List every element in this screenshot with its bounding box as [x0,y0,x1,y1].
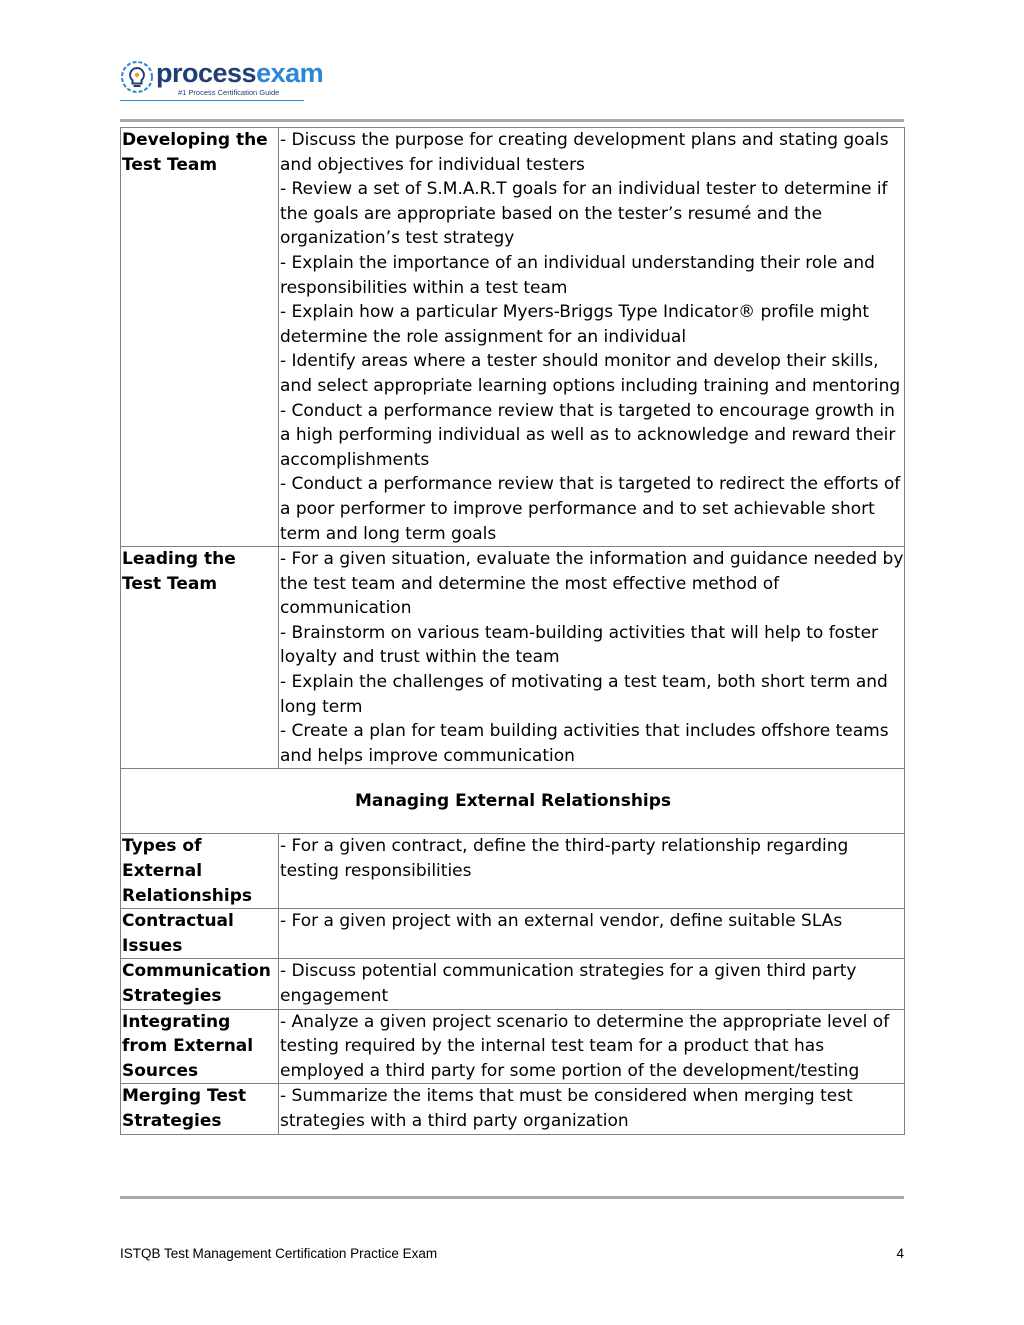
header-divider [120,119,904,122]
topic-cell: Contractual Issues [121,909,279,959]
objective-item: - Explain how a particular Myers-Briggs Type Indicator® profile might determine the role assignment for an individual [280,302,870,347]
objective-item: - For a given situation, evaluate the information and guidance needed by the test team and determine the most effective method of communication [280,549,904,619]
table-row [121,1084,905,1134]
table-row [121,909,905,959]
topic-cell: Merging Test Strategies [121,1084,279,1134]
topic-cell: Integrating from External Sources [121,1009,279,1084]
objectives-cell [279,1009,905,1084]
section-heading-row [121,769,905,834]
table-row [121,834,905,909]
objective-item: - Explain the challenges of motivating a test team, both short term and long term [280,672,888,717]
objectives-group-2 [121,834,905,1134]
topic-cell: Types of External Relationships [121,834,279,909]
topic-cell: Leading the Test Team [121,547,279,769]
objective-item: - Brainstorm on various team-building activities that will help to foster loyalty and trust within the team [280,622,879,668]
footer-divider [120,1196,904,1199]
objectives-cell [279,834,905,909]
page-number: 4 [896,1246,904,1261]
objective-item: - Explain the importance of an individual understanding their role and responsibilities within a test team [280,252,875,298]
brand-logo [120,58,324,104]
objective-item: - Discuss potential communication strategies for a given third party engagement [280,961,857,1006]
objective-item: - Discuss the purpose for creating development plans and stating goals and objectives for individual testers [280,130,889,175]
topic-cell: Communication Strategies [121,959,279,1009]
objective-item: - For a given contract, define the third-party relationship regarding testing responsibilities [280,836,849,882]
logo-tagline: #1 Process Certification Guide [178,88,280,97]
objectives-cell [279,1084,905,1134]
objectives-cell [279,959,905,1009]
topic-cell: Developing the Test Team [121,128,279,547]
table-row [121,128,905,547]
objectives-group-1 [121,128,905,769]
table-row [121,1009,905,1084]
logo-wordmark: processexam [156,58,324,88]
footer-title: ISTQB Test Management Certification Practice Exam [120,1246,438,1261]
objectives-cell [279,909,905,959]
objective-item: - Review a set of S.M.A.R.T goals for an individual tester to determine if the goals are appropriate based on the tester’s resumé and the organization’s test strategy [280,179,888,249]
table-row [121,959,905,1009]
objectives-cell [279,128,905,547]
logo-underline [120,100,304,101]
objective-item: - For a given project with an external vendor, define suitable SLAs [280,911,843,932]
table-row [121,547,905,769]
objective-item: - Conduct a performance review that is targeted to encourage growth in a high performing individual as well as to acknowledge and reward their accomplishments [280,400,896,470]
section-heading: Managing External Relationships [121,769,905,834]
objective-item: - Create a plan for team building activities that includes offshore teams and helps improve communication [280,721,889,766]
objective-item: - Analyze a given project scenario to determine the appropriate level of testing required by the internal test team for a product that has employed a third party for some portion of the development/testing [280,1011,890,1081]
lightbulb-gear-icon [120,60,154,94]
section-heading-group [121,769,905,834]
objective-item: - Identify areas where a tester should monitor and develop their skills, and select appropriate learning options including training and mentoring [280,351,901,396]
objective-item: - Summarize the items that must be considered when merging test strategies with a third party organization [280,1086,853,1131]
objectives-table [120,127,905,1135]
objective-item: - Conduct a performance review that is targeted to redirect the efforts of a poor performer to improve performance and to set achievable short term and long term goals [280,474,901,544]
objectives-cell [279,547,905,769]
